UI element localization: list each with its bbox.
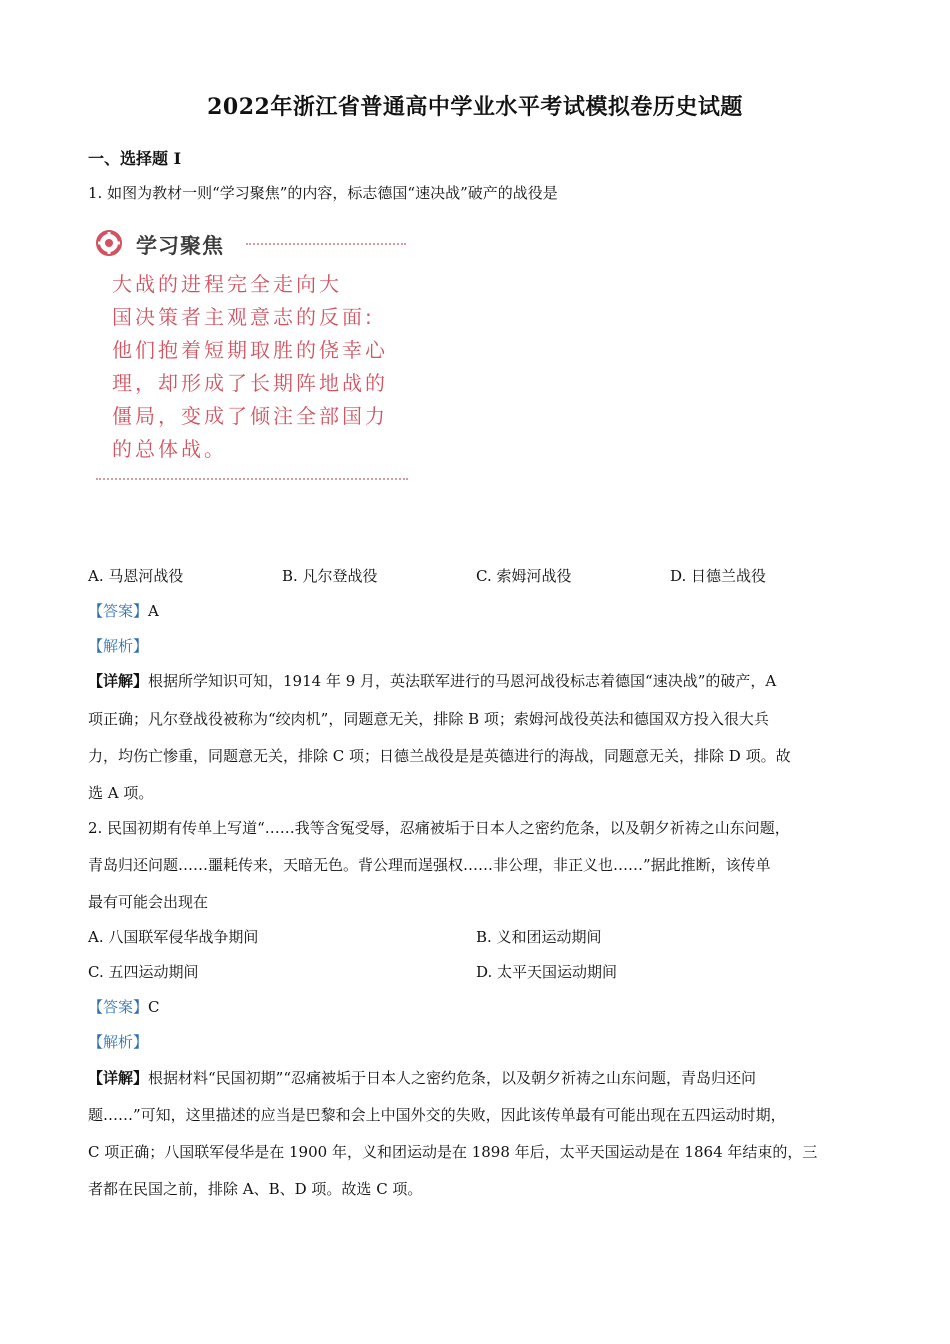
focus-line: 他们抱着短期取胜的侥幸心 (112, 338, 388, 362)
q1-analysis-tag: 【解析】 (88, 637, 149, 655)
q1-answer (88, 601, 868, 621)
q2-stem-line: 青岛归还问题……噩耗传来，天暗无色。背公理而逞强权……非公理，非正义也……”据此推断，该传单 (88, 856, 771, 874)
study-focus-figure (96, 222, 411, 484)
focus-text (112, 268, 402, 466)
q2-detail-line (88, 1068, 868, 1088)
q1-detail-line: 力，均伤亡惨重，同题意无关，排除 C 项；日德兰战役是是英德进行的海战，同题意无关，排除 D 项。故 (88, 747, 791, 765)
q2-answer (88, 997, 868, 1017)
divider (246, 243, 406, 245)
answer-tag: 【答案】 (88, 998, 149, 1016)
q1-detail-line: 项正确；凡尔登战役被称为“绞肉机”，同题意无关，排除 B 项；索姆河战役英法和德国双方投入很大兵 (88, 710, 769, 728)
q2-option-c: C. 五四运动期间 (88, 963, 199, 981)
q1-stem: 1. 如图为教材一则“学习聚焦”的内容，标志德国“速决战”破产的战役是 (88, 184, 558, 202)
q2-analysis-tag: 【解析】 (88, 1033, 149, 1051)
q1-option-c: C. 索姆河战役 (476, 567, 572, 585)
divider (96, 478, 408, 480)
focus-line: 理，却形成了长期阵地战的 (112, 371, 388, 395)
q2-option-b: B. 义和团运动期间 (476, 928, 602, 946)
q1-option-a: A. 马恩河战役 (88, 567, 184, 585)
q2-detail-line: C 项正确；八国联军侵华是在 1900 年，义和团运动是在 1898 年后，太平天国运动是在 1864 年结束的，三 (88, 1143, 818, 1161)
focus-title: 学习聚焦 (136, 234, 224, 258)
q2-option-d: D. 太平天国运动期间 (476, 963, 618, 981)
detail-text: 根据所学知识可知，1914 年 9 月，英法联军进行的马恩河战役标志着德国“速决战”的破产，A (148, 672, 777, 690)
focus-line: 的总体战。 (112, 437, 227, 461)
focus-line: 僵局，变成了倾注全部国力 (112, 404, 388, 428)
page-title: 2022年浙江省普通高中学业水平考试模拟卷历史试题 (207, 94, 743, 120)
detail-tag: 【详解】 (88, 1069, 149, 1087)
q2-stem-line: 最有可能会出现在 (88, 893, 209, 911)
q2-detail-line: 者都在民国之前，排除 A、B、D 项。故选 C 项。 (88, 1180, 423, 1198)
focus-line: 大战的进程完全走向大 (112, 272, 342, 296)
section-title: 一、选择题 I (88, 149, 182, 168)
answer-value: A (148, 602, 159, 620)
q1-detail-line (88, 671, 868, 691)
q1-detail-line: 选 A 项。 (88, 784, 154, 802)
answer-tag: 【答案】 (88, 602, 149, 620)
q1-option-d: D. 日德兰战役 (670, 567, 767, 585)
q2-option-a: A. 八国联军侵华战争期间 (88, 928, 259, 946)
q1-option-b: B. 凡尔登战役 (282, 567, 378, 585)
q2-detail-line: 题……”可知，这里描述的应当是巴黎和会上中国外交的失败，因此该传单最有可能出现在五四运动时期， (88, 1106, 786, 1124)
q2-stem-line: 2. 民国初期有传单上写道“……我等含冤受辱，忍痛被垢于日本人之密约危条，以及朝夕祈祷之山东问题， (88, 819, 790, 837)
answer-value: C (148, 998, 160, 1016)
detail-text: 根据材料“民国初期”“忍痛被垢于日本人之密约危条，以及朝夕祈祷之山东问题，青岛归还问 (148, 1069, 757, 1087)
detail-tag: 【详解】 (88, 672, 149, 690)
target-icon (96, 230, 122, 256)
focus-line: 国决策者主观意志的反面: (112, 305, 375, 329)
